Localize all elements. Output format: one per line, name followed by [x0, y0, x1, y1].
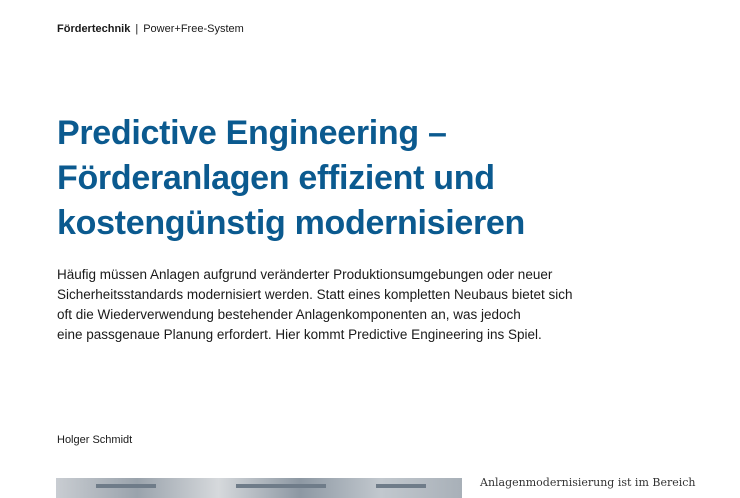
lead-line-2: Sicherheitsstandards modernisiert werden. Statt eines kompletten Neubaus bietet sich [57, 287, 573, 302]
lead-line-1: Häufig müssen Anlagen aufgrund veränderter Produktionsumgebungen oder neuer [57, 267, 553, 282]
author-byline: Holger Schmidt [57, 434, 133, 446]
title-line-2: Förderanlagen effizient und [57, 159, 495, 197]
photo-detail [376, 484, 426, 488]
section-label: Fördertechnik [57, 23, 131, 35]
title-line-1: Predictive Engineering – [57, 114, 447, 152]
topic-label: Power+Free-System [143, 23, 244, 35]
lead-paragraph [57, 265, 677, 345]
photo-detail [96, 484, 156, 488]
body-line-1: Anlagenmodernisierung ist im Bereich [480, 476, 696, 489]
article-title [57, 111, 697, 246]
article-photo [56, 478, 462, 498]
lead-line-4: eine passgenaue Planung erfordert. Hier kommt Predictive Engineering ins Spiel. [57, 327, 542, 342]
photo-detail [236, 484, 326, 488]
body-text-column [480, 475, 700, 491]
title-line-3: kostengünstig modernisieren [57, 204, 525, 242]
running-header [57, 22, 244, 36]
lead-line-3: oft die Wiederverwendung bestehender Anlagenkomponenten an, was jedoch [57, 307, 521, 322]
header-separator: | [135, 23, 139, 35]
